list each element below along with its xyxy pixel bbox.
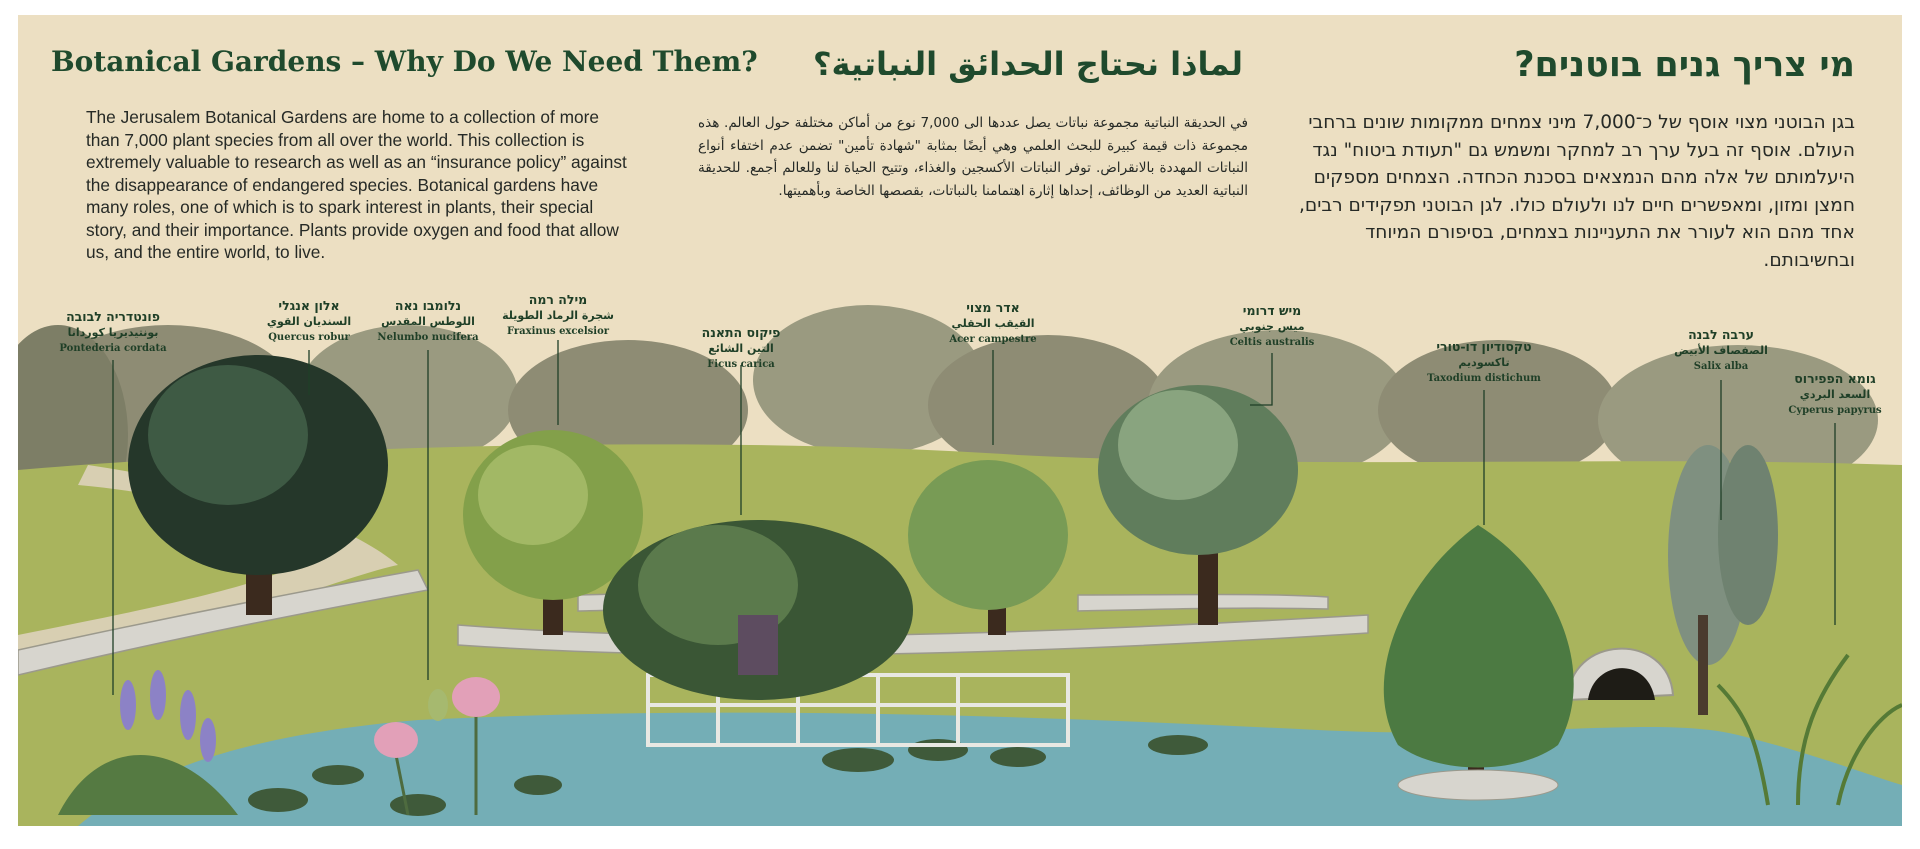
plant-label-latin: Quercus robur [268,332,350,343]
plant-label-latin: Acer campestre [949,334,1037,345]
plant-label-latin: Ficus carica [707,359,775,370]
plant-label-hebrew: גומא הפפירוס [1794,371,1876,386]
plant-label-latin: Celtis australis [1229,337,1315,348]
plant-label-arabic: التين الشائع [708,342,774,355]
infographic-panel [18,15,1902,826]
plant-label-arabic: الصفصاف الأبيض [1674,344,1768,357]
plant-label-hebrew: פיקוס התאנה [701,325,781,340]
plant-label-hebrew: מילה רמה [528,292,588,307]
plant-label-latin: Taxodium distichum [1427,373,1541,384]
plant-label-latin: Cyperus papyrus [1788,405,1882,416]
plant-label-taxodium [1404,339,1564,387]
english-title: Botanical Gardens – Why Do We Need Them? [51,45,758,78]
plant-label-latin: Salix alba [1693,361,1749,372]
plant-label-acer [913,300,1073,348]
plant-label-arabic: ميس جنوبي [1239,320,1305,333]
plant-label-arabic: اللوطس المقدس [381,315,475,328]
plant-label-salix [1641,327,1801,375]
hebrew-title: מי צריך גנים בוטנים? [1514,45,1855,85]
plant-label-hebrew: אדר מצוי [966,300,1020,315]
plant-label-cyperus [1755,371,1902,419]
plant-label-celtis [1192,303,1352,351]
fig-tree [603,520,913,700]
plant-label-hebrew: טקסודיון דו-טורי [1436,339,1532,354]
plant-label-latin: Pontederia cordata [59,343,167,354]
plant-label-ficus [661,325,821,373]
plant-label-arabic: السعد البردي [1799,388,1871,401]
plant-label-latin: Nelumbo nucifera [377,332,479,343]
plant-label-hebrew: אלון אנגלי [278,298,340,313]
plant-label-arabic: السنديان القوي [266,315,352,328]
hebrew-body: בגן הבוטני מצוי אוסף של כ־7,000 מיני צמחים ממקומות שונים ברחבי העולם. אוסף זה בעל ערך רב למחקר ומשמש גם "תעודת ביטוח" נגד היעלמותם של אלה מהם הנמצאים בסכנת הכחדה. הצמחים מספקים חמצן ומזון, ומאפשרים חיים לנו ולעולם כולו. לגן הבוטני תפקידים רבים, אחד מהם הוא לעורר את התעניינות בצמחים, בסיפורם המיוחד ובחשיבותם. [1298,112,1855,271]
arabic-title: لماذا نحتاج الحدائق النباتية؟ [812,45,1243,83]
plant-label-hebrew: ערבה לבנה [1688,327,1754,342]
english-body: The Jerusalem Botanical Gardens are home to a collection of more than 7,000 plant species from all over the world. This collection is extremely valuable to research as well as an “insurance policy” against the disappearance of endangered species. Botanical gardens have many roles, one of which is to spark interest in plants, their special story, and their importance. Plants provide oxygen and food that allow us, and the entire world, to live. [86,107,627,262]
arabic-body: في الحديقة النباتية مجموعة نباتات يصل عددها الى 7,000 نوع من أماكن مختلفة حول العالم. هذه مجموعة ذات قيمة كبيرة للبحث العلمي وهي أيضًا بمثابة "شهادة تأمين" تضمن عدم اختفاء أنواع النباتات المهددة بالانقراض. توفر النباتات الأكسجين والغذاء، وتتيح الحياة لنا وللعالم أجمع. للحديقة النباتية العديد من الوظائف، إحداها إثارة اهتمامنا بالنباتات، بقصصها الخاصة وبأهميتها. [698,115,1248,199]
plant-label-fraxinus [478,292,638,340]
plant-label-hebrew: מיש דרומי [1242,303,1302,318]
plant-label-arabic: شجرة الرماد الطويلة [502,309,614,322]
plant-label-latin: Fraxinus excelsior [506,326,610,337]
plant-label-arabic: بونتيديريا كوردانا [67,326,159,339]
plant-label-arabic: القيقب الحقلي [951,317,1035,330]
plant-label-hebrew: נלומבו נאה [394,298,462,313]
plant-label-hebrew: פונטדריה לבובה [66,309,160,324]
plant-label-arabic: تاكسوديم [1458,356,1510,369]
plant-label-pontederia [33,309,193,357]
